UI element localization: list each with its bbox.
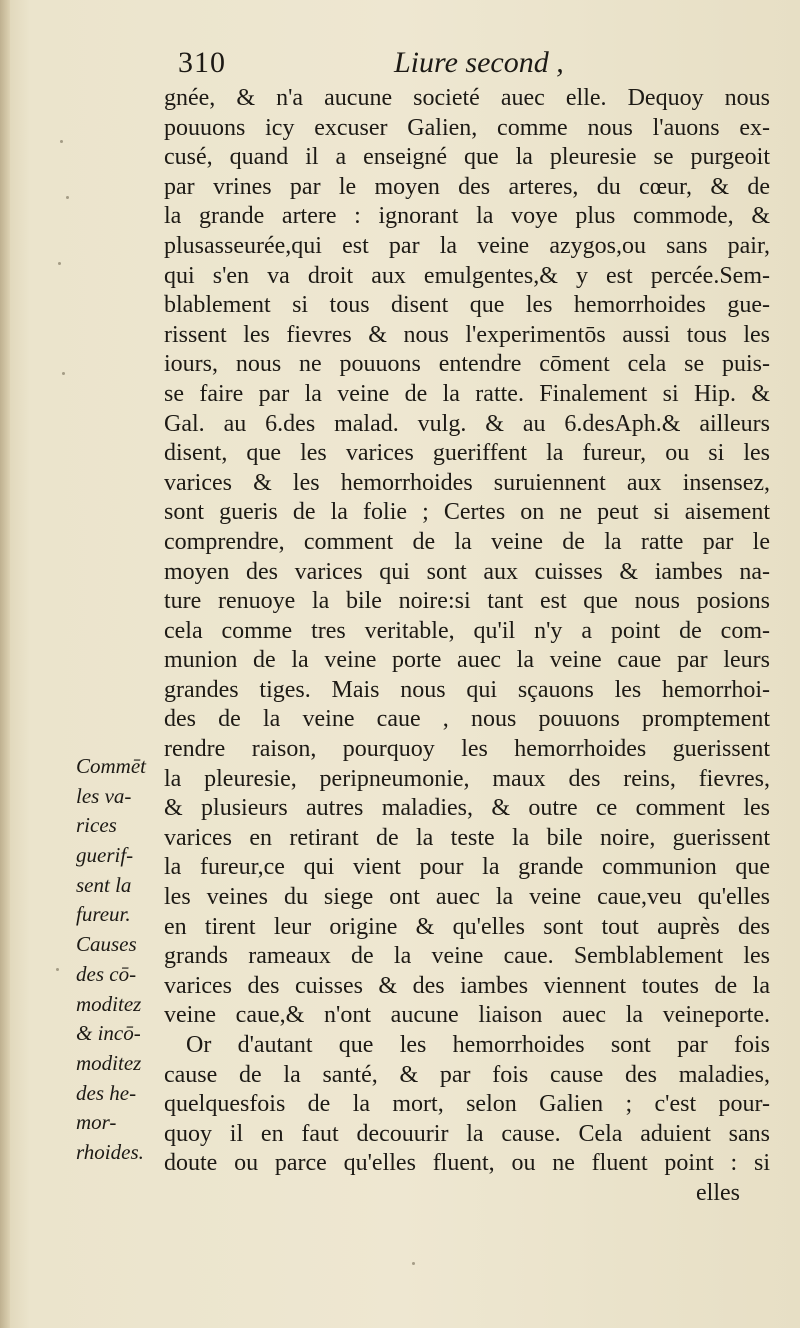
text-line: veine caue,& n'ont aucune liaison auec la veineporte. bbox=[164, 1002, 770, 1029]
text-line: cause de la santé, & par fois cause des maladies, bbox=[164, 1061, 770, 1088]
body-text bbox=[164, 84, 770, 1209]
margin-note-line: Causes bbox=[76, 932, 137, 957]
margin-note-line: rices bbox=[76, 813, 117, 838]
text-line: doute ou parce qu'elles fluent, ou ne fluent point : si bbox=[164, 1150, 770, 1177]
paper-speck bbox=[58, 262, 61, 265]
text-line: cela comme tres veritable, qu'il n'y a point de com- bbox=[164, 617, 770, 644]
text-line: moyen des varices qui sont aux cuisses & iambes na- bbox=[164, 558, 770, 585]
text-line: quelquesfois de la mort, selon Galien ; c'est pour- bbox=[164, 1091, 770, 1118]
text-line: des de la veine caue , nous pouuons promptement bbox=[164, 706, 770, 733]
text-line: gnée, & n'a aucune societé auec elle. Dequoy nous bbox=[164, 85, 770, 111]
margin-note-line: rhoides. bbox=[76, 1139, 144, 1164]
text-line: disent, que les varices gueriffent la fureur, ou si les bbox=[164, 440, 770, 467]
text-line: Or d'autant que les hemorrhoides sont par fois bbox=[186, 1032, 770, 1058]
margin-note-line: & incō- bbox=[76, 1021, 141, 1046]
text-line: quoy il en faut decouurir la cause. Cela aduient sans bbox=[164, 1120, 770, 1147]
text-line: varices des cuisses & des iambes viennent toutes de la bbox=[164, 972, 770, 999]
text-line: les veines du siege ont auec la veine caue,veu qu'elles bbox=[164, 884, 770, 911]
margin-notes bbox=[76, 752, 168, 1168]
catchword: elles bbox=[696, 1179, 740, 1206]
running-title: Liure second , bbox=[394, 46, 564, 79]
text-line: ture renuoye la bile noire:si tant est que nous posions bbox=[164, 588, 770, 615]
text-line: Gal. au 6.des malad. vulg. & au 6.desAph.& ailleurs bbox=[164, 410, 770, 437]
text-line: munion de la veine porte auec la veine caue par leurs bbox=[164, 647, 770, 674]
margin-note-line: Commēt bbox=[76, 754, 146, 778]
text-line: comprendre, comment de la veine de la ratte par le bbox=[164, 528, 770, 555]
margin-note-line: des cō- bbox=[76, 961, 137, 986]
text-line: & plusieurs autres maladies, & outre ce comment les bbox=[164, 795, 770, 822]
margin-note-line: des he- bbox=[76, 1080, 137, 1105]
paper-speck bbox=[56, 968, 59, 971]
text-line: se faire par la veine de la ratte. Finalement si Hip. & bbox=[164, 380, 770, 407]
text-line: la fureur,ce qui vient pour la grande communion que bbox=[164, 854, 770, 881]
text-line: plusasseurée,qui est par la veine azygos,ou sans pair, bbox=[164, 232, 770, 259]
paper-speck bbox=[66, 196, 69, 199]
text-line: grands rameaux de la veine caue. Semblablement les bbox=[164, 943, 770, 970]
text-line: la grande artere : ignorant la voye plus commode, & bbox=[164, 203, 770, 230]
margin-note-line: sent la bbox=[76, 872, 132, 897]
paper-speck bbox=[60, 140, 63, 143]
margin-note-line: moditez bbox=[76, 991, 142, 1016]
text-line: cusé, quand il a enseigné que la pleuresie se purgeoit bbox=[164, 144, 770, 171]
margin-note-line: moditez bbox=[76, 1050, 142, 1075]
text-line: en tirent leur origine & qu'elles sont tout auprès des bbox=[164, 913, 770, 940]
text-line: qui s'en va droit aux emulgentes,& y est percée.Sem- bbox=[164, 262, 770, 289]
text-line: pouuons icy excuser Galien, comme nous l'auons ex- bbox=[164, 114, 770, 141]
paper-speck bbox=[62, 372, 65, 375]
page-number: 310 bbox=[178, 46, 226, 79]
text-line: grandes tiges. Mais nous qui sçauons les hemorrhoi- bbox=[164, 676, 770, 703]
text-line: blablement si tous disent que les hemorrhoides gue- bbox=[164, 292, 770, 319]
text-line: iours, nous ne pouuons entendre cōment cela se puis- bbox=[164, 351, 770, 378]
margin-note-line: fureur. bbox=[76, 902, 131, 927]
text-line: rendre raison, pourquoy les hemorrhoides guerissent bbox=[164, 736, 770, 763]
margin-note-line: guerif- bbox=[76, 843, 134, 868]
text-line: sont gueris de la folie ; Certes on ne peut si aisement bbox=[164, 499, 770, 526]
text-line: varices & les hemorrhoides suruiennent aux insensez, bbox=[164, 469, 770, 496]
paper-speck bbox=[412, 1262, 415, 1265]
text-line: par vrines par le moyen des arteres, du cœur, & de bbox=[164, 173, 770, 200]
text-line: la pleuresie, peripneumonie, maux des reins, fievres, bbox=[164, 765, 770, 792]
text-line: rissent les fievres & nous l'experimentōs aussi tous les bbox=[164, 321, 770, 348]
text-line: varices en retirant de la teste la bile noire, guerissent bbox=[164, 824, 770, 851]
margin-note-line: mor- bbox=[76, 1110, 117, 1135]
margin-note-line: les va- bbox=[76, 783, 132, 808]
page-gutter-edge bbox=[0, 0, 10, 1328]
